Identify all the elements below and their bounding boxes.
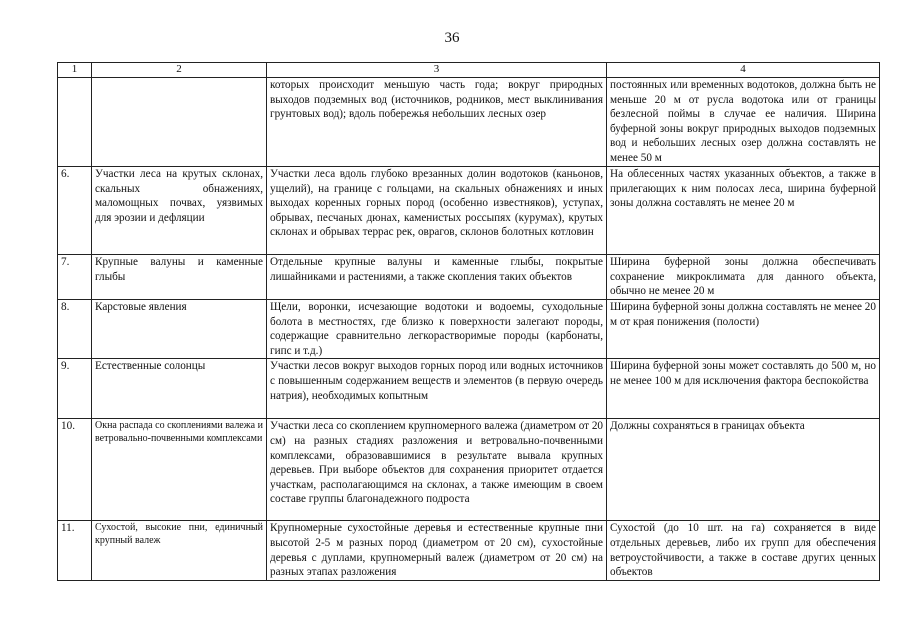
buffer-zone-text: На облесенных частях указанных объектов, а также в прилегающих к ним полосах леса, ширина буферной зоны должна составлять не менее 20 м — [607, 167, 880, 255]
header-cell-3: 3 — [267, 63, 607, 78]
object-name: Сухостой, высокие пни, единичный крупный валеж — [92, 521, 267, 580]
table-row — [58, 255, 880, 300]
object-name: Карстовые явления — [92, 300, 267, 359]
table-row — [58, 167, 880, 255]
row-number: 6. — [58, 167, 92, 255]
object-description: Щели, воронки, исчезающие водотоки и водоемы, суходольные болота в местностях, где близко к поверхности залегают породы, содержащие сравнительно легкорастворимые породы (карбонаты, гипс и т.д.) — [267, 300, 607, 359]
page-number: 36 — [444, 30, 460, 46]
object-name: Естественные солонцы — [92, 359, 267, 419]
header-cell-4: 4 — [607, 63, 880, 78]
object-name: Окна распада со скоплениями валежа и ветровально-почвенными комплексами — [92, 419, 267, 521]
buffer-zone-text: Должны сохраняться в границах объекта — [607, 419, 880, 521]
object-description: Участки леса со скоплением крупномерного валежа (диаметром от 20 см) на разных стадиях разложения и ветровально-почвенными комплексами, образовавшимися в результате вывала крупных деревьев. При выборе объектов для сохранения приоритет отдается участкам, располагающимся на склонах, а также имеющим в своем составе группы благонадежного подроста — [267, 419, 607, 521]
object-name: Участки леса на крутых склонах, скальных обнажениях, маломощных почвах, уязвимых для эрозии и дефляции — [92, 167, 267, 255]
buffer-zone-text: Ширина буферной зоны должна обеспечивать сохранение микроклимата для данного объекта, обычно не менее 20 м — [607, 255, 880, 300]
object-description: Участки лесов вокруг выходов горных пород или водных источников с повышенным содержанием веществ и элементов (в первую очередь натрия), необходимых копытным — [267, 359, 607, 419]
buffer-zone-text: Ширина буферной зоны должна составлять не менее 20 м от края понижения (полости) — [607, 300, 880, 359]
object-name — [92, 78, 267, 167]
row-number: 11. — [58, 521, 92, 580]
buffer-zone-table — [57, 62, 880, 581]
object-name: Крупные валуны и каменные глыбы — [92, 255, 267, 300]
buffer-zone-text: Сухостой (до 10 шт. на га) сохраняется в виде отдельных деревьев, либо их групп для обеспечения ветроустойчивости, а также в составе других ценных объектов — [607, 521, 880, 580]
buffer-zone-text: постоянных или временных водотоков, должна быть не меньше 20 м от русла водотока или от границы безлесной поймы в случае ее наличия. Ширина буферной зоны вокруг природных выходов подземных вод и небольших лесных озер должна составлять не менее 50 м — [607, 78, 880, 167]
row-number — [58, 78, 92, 167]
header-cell-1: 1 — [58, 63, 92, 78]
object-description: Отдельные крупные валуны и каменные глыбы, покрытые лишайниками и растениями, а также скопления таких объектов — [267, 255, 607, 300]
buffer-zone-text: Ширина буферной зоны может составлять до 500 м, но не менее 100 м для исключения фактора беспокойства — [607, 359, 880, 419]
row-number: 8. — [58, 300, 92, 359]
table-row — [58, 359, 880, 419]
table-row — [58, 521, 880, 580]
row-number: 9. — [58, 359, 92, 419]
row-number: 10. — [58, 419, 92, 521]
row-number: 7. — [58, 255, 92, 300]
table-row — [58, 78, 880, 167]
table-row — [58, 419, 880, 521]
object-description: Участки леса вдоль глубоко врезанных долин водотоков (каньонов, ущелий), на границе с гольцами, на скальных обнажениях и иных выходах коренных горных пород (особенно известняков), уступах, обрывах, песчаных дюнах, каменистых россыпях (курумах), крутых склонах и обрывах террас рек, оврагов, склонов болотных котловин — [267, 167, 607, 255]
object-description: которых происходит меньшую часть года; вокруг природных выходов подземных вод (источников, родников, мест выклинивания грунтовых вод); вдоль побережья небольших лесных озер — [267, 78, 607, 167]
table-header-row — [58, 63, 880, 78]
header-cell-2: 2 — [92, 63, 267, 78]
object-description: Крупномерные сухостойные деревья и естественные крупные пни высотой 2-5 м разных пород (диаметром от 20 см), сухостойные деревья с дуплами, крупномерный валеж (диаметром от 20 см) на разных этапах разложения — [267, 521, 607, 580]
table-row — [58, 300, 880, 359]
